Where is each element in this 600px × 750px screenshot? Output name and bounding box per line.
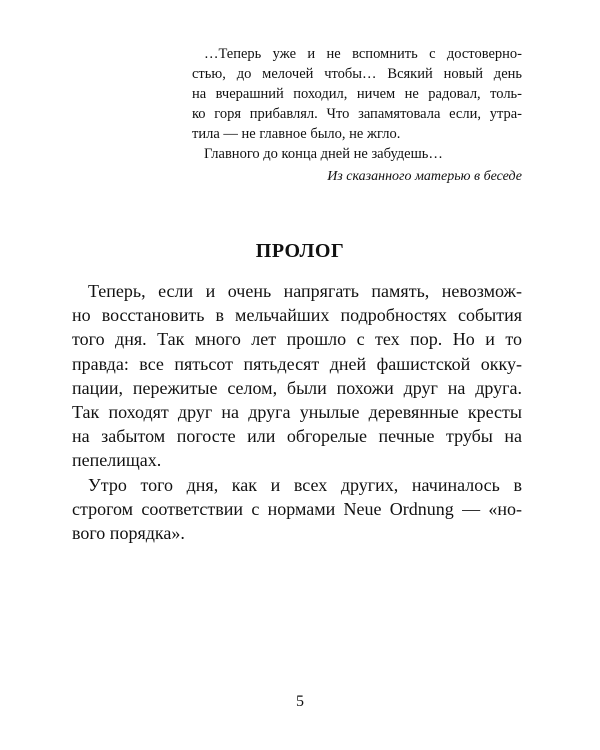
epigraph-line: ко горя прибавлял. Что запамятовала если, утра- xyxy=(192,106,522,122)
epigraph xyxy=(192,44,522,187)
body-text xyxy=(72,279,522,545)
epigraph-line: на вчерашний походил, ничем не радовал, толь- xyxy=(192,86,522,102)
paragraph-line: пепелищах. xyxy=(72,450,162,471)
epigraph-line: Главного до конца дней не забудешь… xyxy=(204,146,443,162)
epigraph-line: стью, до мелочей чтобы… Всякий новый день xyxy=(192,66,522,82)
epigraph-line: …Теперь уже и не вспомнить с достоверно- xyxy=(204,46,522,62)
epigraph-line: тила — не главное было, не жгло. xyxy=(192,126,401,142)
paragraph-line: но восстановить в мельчайших подробностях события xyxy=(72,305,522,326)
epigraph-attribution: Из сказанного матерью в беседе xyxy=(327,169,522,184)
paragraph-line: Утро того дня, как и всех других, начиналось в xyxy=(88,474,522,495)
paragraph-line: пации, пережитые селом, были похожи друг на друга. xyxy=(72,377,522,398)
paragraph-line: строгом соответствии с нормами Neue Ordnung — «но- xyxy=(72,498,522,519)
page-number: 5 xyxy=(296,693,304,710)
paragraph-line: Теперь, если и очень напрягать память, невозмож- xyxy=(88,281,522,301)
paragraph-line: вого порядка». xyxy=(72,523,185,544)
paragraph-line: того дня. Так много лет прошло с тех пор. Но и то xyxy=(72,329,522,350)
paragraph-line: Так походят друг на друга унылые деревянные кресты xyxy=(72,402,522,423)
paragraph-line: на забытом погосте или обгорелые печные трубы на xyxy=(72,426,522,447)
chapter-title: ПРОЛОГ xyxy=(255,240,345,262)
paragraph-line: правда: все пятьсот пятьдесят дней фашистской окку- xyxy=(72,353,522,374)
